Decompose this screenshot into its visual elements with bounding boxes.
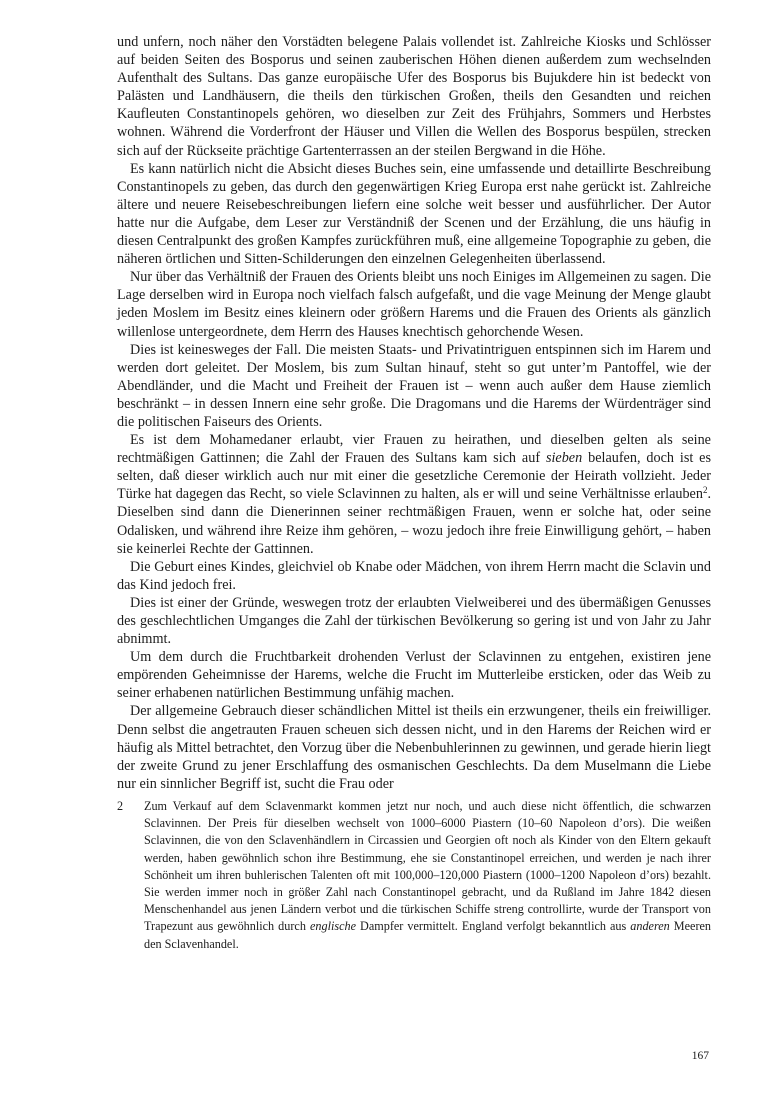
text-run: Nur über das Verhältniß der Frauen des Orients bleibt uns noch Einiges im Allgemeinen zu sagen. Die Lage derselben wird in Europa noch vielfach falsch aufgefaßt, und die vage Meinung der Menge glaubt jeden Moslem im Besitz eines kleinern oder größern Harems und die Frauen des Orients als gänzlich willenlose untergeordnete, dem Herrn des Hauses knechtisch gehorchende Wesen. xyxy=(117,269,711,340)
footnote-text xyxy=(144,799,711,951)
footnote-reference: 2 xyxy=(702,485,708,496)
page-number: 167 xyxy=(691,1050,709,1062)
text-run: Um dem durch die Fruchtbarkeit drohenden Verlust der Sclavinnen zu entgehen, existiren jene empörenden Geheimnisse der Harems, welche die Frucht im Mutterleibe ersticken, oder das Weib zu seiner erhabenen natürlichen Bestimmung unfähig machen. xyxy=(117,649,711,702)
paragraph xyxy=(117,160,711,269)
text-run: . Dieselben sind dann die Dienerinnen seiner rechtmäßigen Frauen, wenn er solche hat, oder seine Odalisken, und während ihre Reize ihm gehören, – wozu jedoch ihre freie Einwilligung gehört, – haben sie keinerlei Rechte der Gattinnen. xyxy=(117,486,711,557)
text-run: Dies ist keinesweges der Fall. Die meisten Staats- und Privatintriguen entspinnen sich im Harem und werden dort geleitet. Der Moslem, bis zum Sultan hinauf, steht so gut unter’m Pantoffel, wie der Abendländer, und die Macht und Freiheit der Frauen ist – wenn auch außer dem Hause ziemlich beschränkt – in dessen Innern eine sehr große. Die Dragomans und die Harems der Würdenträger sind die politischen Faiseurs des Orients. xyxy=(117,341,711,430)
paragraph xyxy=(117,268,711,340)
paragraph xyxy=(117,648,711,702)
text-run: Zum Verkauf auf dem Sclavenmarkt kommen jetzt nur noch, und auch diese nicht öffentlich, die schwarzen Sclavinnen. Der Preis für dieselben wechselt von 1000–6000 Piastern (10–60 Napoleon d’ors). Die weißen Sclavinnen, die von den Sclavenhändlern in Circassien und Georgien oft noch als Kinder von den Eltern gekauft werden, haben gewöhnlich schon ihre Bestimmung, ehe sie Constantinopel erreichen, und werden je nach ihrer Schönheit um ihren buhlerischen Talenten oft mit 100,000–120,000 Piastern (1000–1200 Napoleon d’ors) bezahlt. Sie werden immer noch in größer Zahl nach Constantinopel gebracht, und da Rußland im Jahre 1842 diesen Menschenhandel aus jenen Ländern verbot und die türkischen Schiffe streng controllirte, wurde der Transport von Trapezunt aus gewöhnlich durch xyxy=(144,798,711,934)
footnote xyxy=(117,798,711,953)
text-run: belaufen, doch ist es selten, daß dieser wirklich auch nur mit einer die gesetzliche Ceremonie der Heirath vollzieht. Jeder Türke hat dagegen das Recht, so viele Sclavinnen zu halten, als er will und seine Verhältnisse erlauben xyxy=(117,450,711,503)
paragraph xyxy=(117,341,711,431)
text-run: Dies ist einer der Gründe, weswegen trotz der erlaubten Vielweiberei und des übermäßigen Genusses des geschlechtlichen Umganges die Zahl der türkischen Bevölkerung so gering ist und von Jahr zu Jahr abnimmt. xyxy=(117,594,711,648)
text-run: Es ist dem Mohamedaner erlaubt, vier Frauen zu heirathen, und dieselben gelten als seine rechtmäßigen Gattinnen; die Zahl der Frauen des Sultans kam sich auf xyxy=(117,432,711,467)
paragraph xyxy=(117,431,711,558)
text-run: und unfern, noch näher den Vorstädten belegene Palais vollendet ist. Zahlreiche Kiosks und Schlösser auf beiden Seiten des Bosporus und seinen zauberischen Höhen dienen außerdem zum wechselnden Aufenthalt des Sultans. Das ganze europäische Ufer des Bosporus bis Bujukdere hin ist bedeckt von Palästen und Landhäusern, die theils den türkischen Großen, theils den Gesandten und reichen Kaufleuten Constantinopels gehören, wo dieselben zur Zeit des Frühjahrs, Sommers und Herbstes wohnen. Während die Vorderfront der Häuser und Villen die Wellen des Bosporus bespülen, strecken sich auf der Rückseite prächtige Gartenterrassen an der steilen Bergwand in die Höhe. xyxy=(117,34,711,159)
paragraph xyxy=(117,594,711,648)
emphasis: englische xyxy=(309,919,356,934)
page xyxy=(117,33,711,953)
footnote-number: 2 xyxy=(117,798,124,813)
emphasis: sieben xyxy=(545,450,583,467)
paragraph xyxy=(117,702,711,792)
paragraph xyxy=(117,558,711,594)
paragraph xyxy=(117,33,711,160)
emphasis: anderen xyxy=(630,919,670,934)
text-run: Es kann natürlich nicht die Absicht dieses Buches sein, eine umfassende und detaillirte Beschreibung Constantinopels zu geben, das durch den gegenwärtigen Krieg Europa erst nahe gerückt ist. Zahlreiche ältere und neuere Reisebeschreibungen liefern eine solche weit besser und ausführlicher. Der Autor hatte nur die Aufgabe, dem Leser zur Verständniß der Scenen und der Erzählung, die uns häufig in diesen Centralpunkt des großen Kampfes zurückführen muß, eine allgemeine Topographie zu geben, die näheren örtlichen und Sitten-Schilderungen den einzelnen Gelegenheiten überlassend. xyxy=(117,160,711,268)
text-run: Der allgemeine Gebrauch dieser schändlichen Mittel ist theils ein erzwungener, theils ein freiwilliger. Denn selbst die angetrauten Frauen scheuen sich dessen nicht, und in den Harems der Reichen wird er häufig als Mittel betrachtet, den Vorzug über die Nebenbuhlerinnen zu gewinnen, und gerade hierin liegt der zweite Grund zu jener Erschlaffung des osmanischen Geschlechts. Da dem Muselmann die Liebe nur ein sinnlicher Begriff ist, sucht die Frau oder xyxy=(117,703,711,792)
body-text xyxy=(117,33,711,793)
text-run: Meeren den Sclavenhandel. xyxy=(144,919,711,951)
text-run: Die Geburt eines Kindes, gleichviel ob Knabe oder Mädchen, von ihrem Herrn macht die Sclavin und das Kind jedoch frei. xyxy=(117,558,711,593)
text-run: Dampfer vermittelt. England verfolgt bekanntlich aus xyxy=(356,919,631,934)
